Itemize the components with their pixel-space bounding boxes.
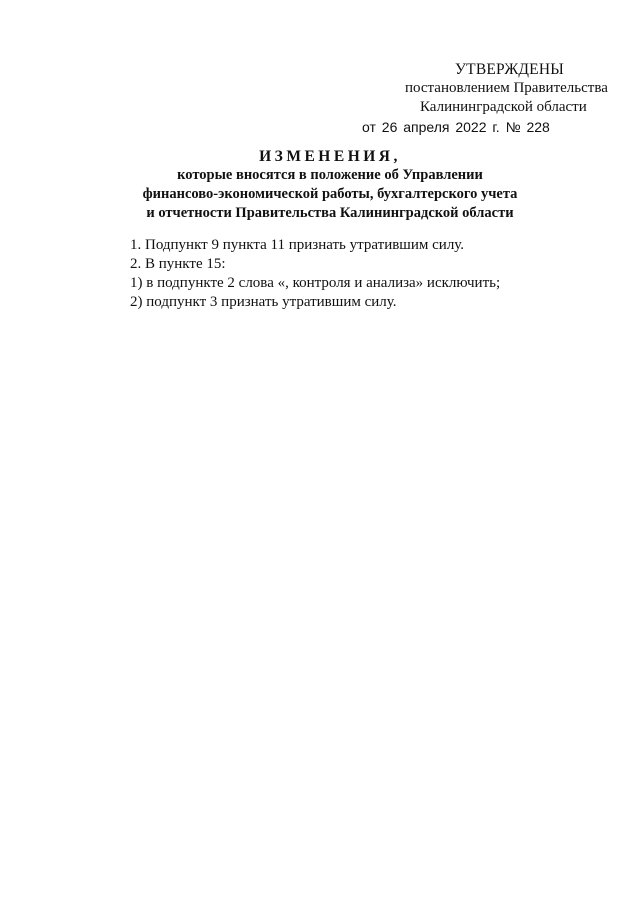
heading-title: ИЗМЕНЕНИЯ, — [259, 148, 401, 165]
approval-resolution: постановлением Правительства — [405, 80, 608, 96]
body-item: 2. В пункте 15: — [130, 256, 226, 272]
heading-line: и отчетности Правительства Калининградской области — [146, 205, 514, 221]
approval-title: УТВЕРЖДЕНЫ — [455, 61, 564, 78]
approval-stamp — [340, 60, 610, 137]
body-item: 2) подпункт 3 признать утратившим силу. — [130, 294, 397, 310]
document-heading — [120, 147, 540, 223]
heading-line: которые вносятся в положение об Управлении — [177, 167, 483, 183]
approval-region: Калининградской области — [420, 99, 587, 115]
body-item: 1. Подпункт 9 пункта 11 признать утратившим силу. — [130, 237, 465, 253]
document-body — [130, 236, 590, 312]
heading-line: финансово-экономической работы, бухгалтерского учета — [142, 186, 518, 202]
body-item: 1) в подпункте 2 слова «, контроля и анализа» исключить; — [130, 275, 501, 291]
approval-date-number: от 26 апреля 2022 г. № 228 — [362, 119, 550, 135]
